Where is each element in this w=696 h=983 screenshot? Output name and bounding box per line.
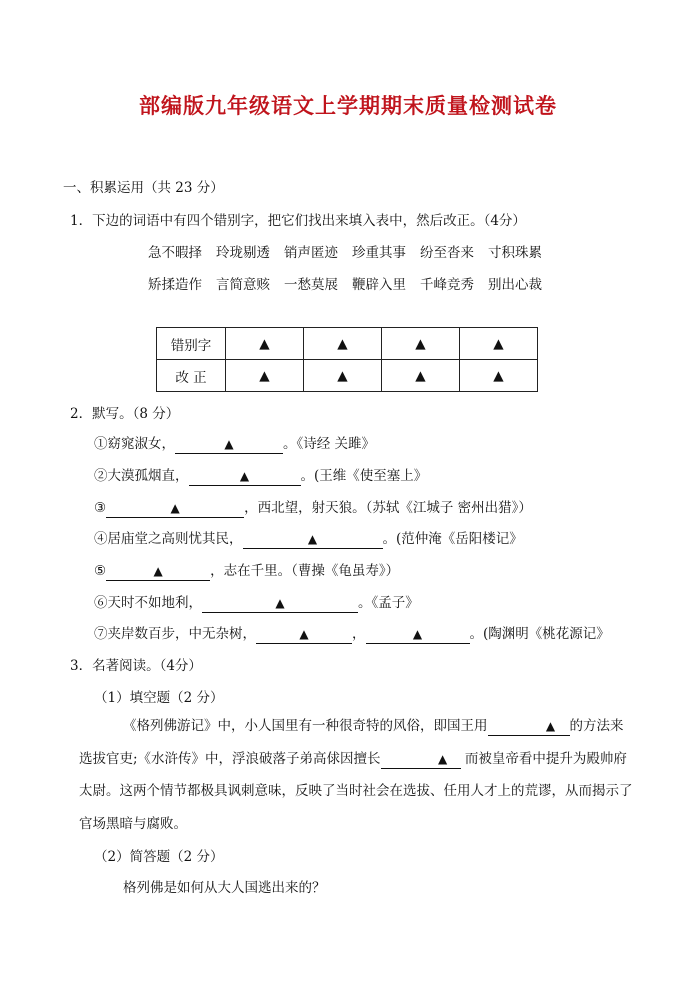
table-row-label: 改 正 — [157, 360, 226, 392]
answer-cell[interactable]: ▲ — [226, 328, 304, 360]
word-item: 纷至沓来 — [420, 245, 474, 261]
answer-cell[interactable]: ▲ — [460, 360, 538, 392]
question-3-stem: 3．名著阅读。（4分） — [70, 658, 202, 674]
answer-blank[interactable]: ▲ — [488, 719, 570, 736]
short-answer-question: 格列佛是如何从大人国逃出来的？ — [123, 880, 326, 896]
correction-table — [156, 327, 538, 392]
word-item: 千峰竞秀 — [420, 277, 474, 293]
sub-question-1-label: （1）填空题（2 分） — [94, 690, 224, 706]
fill-in-paragraph: 《格列佛游记》中，小人国里有一种很奇特的风俗，即国王用 ▲ 的方法来选拔官吏;《水浒传》中，浮浪破落子弟高俅因擅长 ▲ 而被皇帝看中提升为殿帅府太尉。这两个情节都极具讽刺意味，反映了当时社会在选拔、任用人才上的荒谬，从而揭示了官场黑暗与腐败。 — [79, 718, 633, 832]
word-item: 急不暇择 — [148, 245, 202, 261]
recitation-item-6: ⑥天时不如地利， ▲ 。《孟子》 — [94, 595, 419, 611]
answer-cell[interactable]: ▲ — [382, 360, 460, 392]
answer-blank[interactable]: ▲ — [256, 627, 352, 644]
word-item: 鞭辟入里 — [352, 277, 406, 293]
word-item: 别出心裁 — [488, 277, 542, 293]
section-heading: 一、积累运用（共 23 分） — [63, 180, 224, 196]
answer-blank[interactable]: ▲ — [366, 627, 470, 644]
table-row — [157, 360, 538, 392]
answer-cell[interactable]: ▲ — [304, 360, 382, 392]
recitation-item-4: ④居庙堂之高则忧其民， ▲ 。(范仲淹《岳阳楼记》 — [94, 531, 523, 547]
word-item: 寸积珠累 — [488, 245, 542, 261]
answer-blank[interactable]: ▲ — [106, 501, 244, 518]
answer-cell[interactable]: ▲ — [226, 360, 304, 392]
word-list-row-2 — [148, 273, 556, 293]
answer-cell[interactable]: ▲ — [382, 328, 460, 360]
recitation-item-1: ①窈窕淑女， ▲ 。《诗经 关雎》 — [94, 436, 376, 452]
answer-blank[interactable]: ▲ — [243, 532, 383, 549]
answer-blank[interactable]: ▲ — [106, 564, 210, 581]
question-1-stem: 1．下边的词语中有四个错别字，把它们找出来填入表中，然后改正。（4分） — [70, 213, 526, 229]
word-item: 珍重其事 — [352, 245, 406, 261]
recitation-item-3: ③ ▲ ，西北望，射天狼。（苏轼《江城子 密州出猎》） — [94, 500, 532, 516]
sub-question-2-label: （2）简答题（2 分） — [94, 849, 224, 865]
word-list-row-1 — [148, 241, 556, 261]
answer-blank[interactable]: ▲ — [381, 752, 461, 769]
recitation-item-2: ②大漠孤烟直， ▲ 。(王维《使至塞上》 — [94, 468, 428, 484]
page-title: 部编版九年级语文上学期期末质量检测试卷 — [139, 93, 557, 118]
table-row-label: 错别字 — [157, 328, 226, 360]
word-item: 一愁莫展 — [284, 277, 338, 293]
recitation-item-5: ⑤ ▲ ，志在千里。（曹操《龟虽寿》） — [94, 563, 400, 579]
word-item: 销声匿迹 — [284, 245, 338, 261]
table-row — [157, 328, 538, 360]
answer-cell[interactable]: ▲ — [460, 328, 538, 360]
recitation-item-7: ⑦夹岸数百步，中无杂树， ▲ ， ▲ 。(陶渊明《桃花源记》 — [94, 626, 610, 642]
word-item: 言简意赅 — [216, 277, 270, 293]
answer-blank[interactable]: ▲ — [189, 469, 301, 486]
word-item: 矫揉造作 — [148, 277, 202, 293]
question-2-stem: 2．默写。（8 分） — [70, 406, 180, 422]
word-item: 玲珑剔透 — [216, 245, 270, 261]
answer-cell[interactable]: ▲ — [304, 328, 382, 360]
answer-blank[interactable]: ▲ — [202, 596, 358, 613]
answer-blank[interactable]: ▲ — [175, 437, 283, 454]
